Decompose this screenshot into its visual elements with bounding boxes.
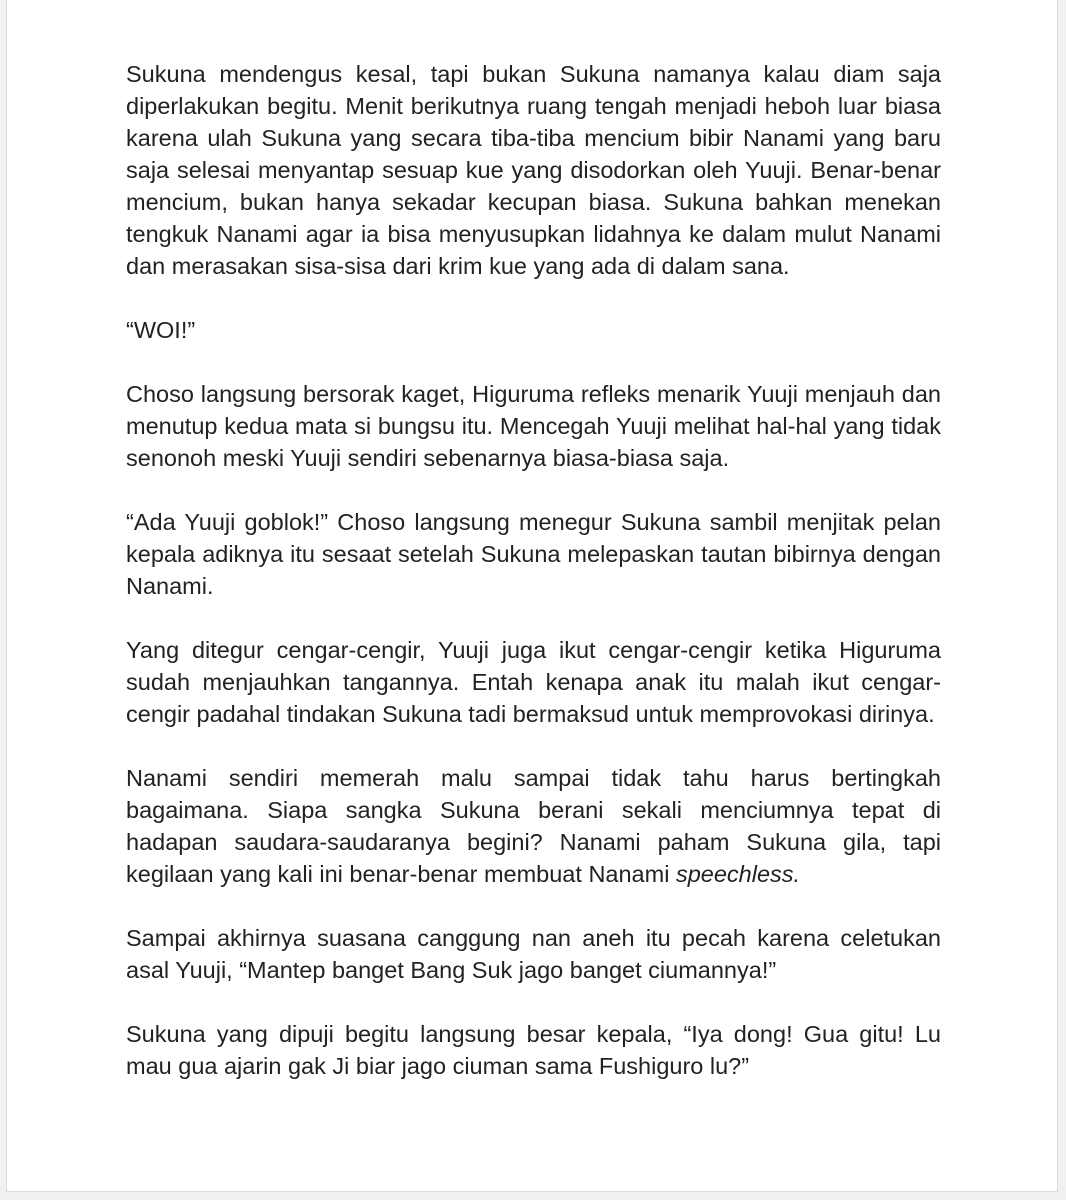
paragraph-4: “Ada Yuuji goblok!” Choso langsung menegur Sukuna sambil menjitak pelan kepala adiknya itu sesaat setelah Sukuna melepaskan tautan bibirnya dengan Nanami.	[126, 509, 941, 599]
paragraph-7: Sampai akhirnya suasana canggung nan aneh itu pecah karena celetukan asal Yuuji, “Mantep banget Bang Suk jago banget ciumannya!”	[126, 925, 941, 983]
paragraph-2: “WOI!”	[126, 317, 196, 343]
paragraph-6	[126, 762, 941, 890]
paragraph-6-text: Nanami sendiri memerah malu sampai tidak tahu harus bertingkah bagaimana. Siapa sangka Sukuna berani sekali menciumnya tepat di hadapan saudara-saudaranya begini? Nanami paham Sukuna gila, tapi kegilaan yang kali ini benar-benar membuat Nanami	[126, 765, 941, 887]
paragraph-5: Yang ditegur cengar-cengir, Yuuji juga ikut cengar-cengir ketika Higuruma sudah menjauhkan tangannya. Entah kenapa anak itu malah ikut cengar-cengir padahal tindakan Sukuna tadi bermaksud untuk memprovokasi dirinya.	[126, 637, 941, 727]
document-body	[126, 58, 941, 1082]
paragraph-8: Sukuna yang dipuji begitu langsung besar kepala, “Iya dong! Gua gitu! Lu mau gua ajarin gak Ji biar jago ciuman sama Fushiguro lu?”	[126, 1021, 941, 1079]
document-page	[6, 0, 1058, 1192]
paragraph-6-emphasis: speechless.	[675, 861, 801, 887]
paragraph-3: Choso langsung bersorak kaget, Higuruma refleks menarik Yuuji menjauh dan menutup kedua mata si bungsu itu. Mencegah Yuuji melihat hal-hal yang tidak senonoh meski Yuuji sendiri sebenarnya biasa-biasa saja.	[126, 381, 941, 471]
paragraph-1: Sukuna mendengus kesal, tapi bukan Sukuna namanya kalau diam saja diperlakukan begitu. Menit berikutnya ruang tengah menjadi heboh luar biasa karena ulah Sukuna yang secara tiba-tiba mencium bibir Nanami yang baru saja selesai menyantap sesuap kue yang disodorkan oleh Yuuji. Benar-benar mencium, bukan hanya sekadar kecupan biasa. Sukuna bahkan menekan tengkuk Nanami agar ia bisa menyusupkan lidahnya ke dalam mulut Nanami dan merasakan sisa-sisa dari krim kue yang ada di dalam sana.	[126, 61, 941, 279]
